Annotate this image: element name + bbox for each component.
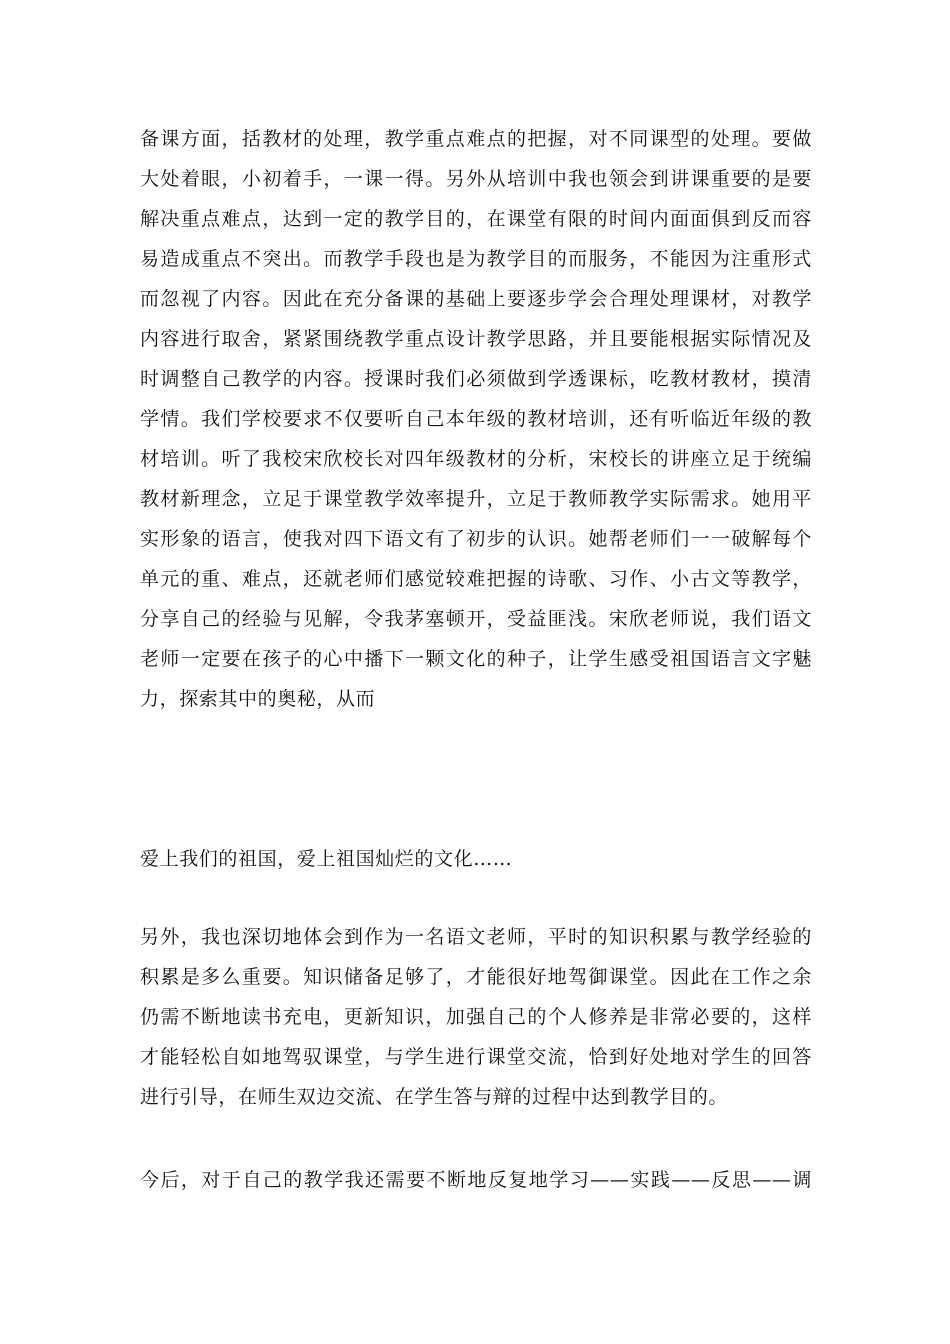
text-line: 易造成重点不突出。而教学手段也是为教学目的而服务，不能因为注重形式	[140, 248, 812, 270]
paragraph-knowledge-accumulation	[140, 917, 812, 1117]
text-line: 力，探索其中的奥秘，从而	[140, 688, 376, 710]
text-line: 积累是多么重要。知识储备足够了，才能很好地驾御课堂。因此在工作之余	[140, 966, 812, 988]
text-line: 大处着眼，小初着手，一课一得。另外从培训中我也领会到讲课重要的是要	[140, 168, 812, 190]
text-line: 备课方面，括教材的处理，教学重点难点的把握，对不同课型的处理。要做	[140, 128, 812, 150]
text-line: 爱上我们的祖国，爱上祖国灿烂的文化……	[140, 848, 513, 870]
text-line: 解决重点难点，达到一定的教学目的，在课堂有限的时间内面面俱到反而容	[140, 208, 812, 230]
text-line: 今后，对于自己的教学我还需要不断地反复地学习——实践——反思——调	[140, 1169, 812, 1191]
text-line: 老师一定要在孩子的心中播下一颗文化的种子，让学生感受祖国语言文字魅	[140, 648, 812, 670]
text-line: 时调整自己教学的内容。授课时我们必须做到学透课标，吃教材教材，摸清	[140, 368, 812, 390]
text-line: 实形象的语言，使我对四下语文有了初步的认识。她帮老师们一一破解每个	[140, 528, 812, 550]
text-line: 教材新理念，立足于课堂教学效率提升，立足于教师教学实际需求。她用平	[140, 488, 812, 510]
text-line: 分享自己的经验与见解，令我茅塞顿开，受益匪浅。宋欣老师说，我们语文	[140, 608, 812, 630]
paragraph-future-plan	[140, 1160, 812, 1200]
text-line: 内容进行取舍，紧紧围绕教学重点设计教学思路，并且要能根据实际情况及	[140, 328, 812, 350]
text-line: 才能轻松自如地驾驭课堂，与学生进行课堂交流，恰到好处地对学生的回答	[140, 1046, 812, 1068]
text-line: 进行引导，在师生双边交流、在学生答与辩的过程中达到教学目的。	[140, 1086, 729, 1108]
paragraph-love-motherland	[140, 839, 812, 879]
text-line: 仍需不断地读书充电，更新知识，加强自己的个人修养是非常必要的，这样	[140, 1006, 812, 1028]
text-line: 另外，我也深切地体会到作为一名语文老师，平时的知识积累与教学经验的	[140, 926, 812, 948]
text-line: 而忽视了内容。因此在充分备课的基础上要逐步学会合理处理课材，对教学	[140, 288, 812, 310]
text-line: 学情。我们学校要求不仅要听自己本年级的教材培训，还有听临近年级的教	[140, 408, 812, 430]
paragraph-lesson-preparation	[140, 119, 812, 719]
text-line: 材培训。听了我校宋欣校长对四年级教材的分析，宋校长的讲座立足于统编	[140, 448, 812, 470]
text-line: 单元的重、难点，还就老师们感觉较难把握的诗歌、习作、小古文等教学，	[140, 568, 812, 590]
